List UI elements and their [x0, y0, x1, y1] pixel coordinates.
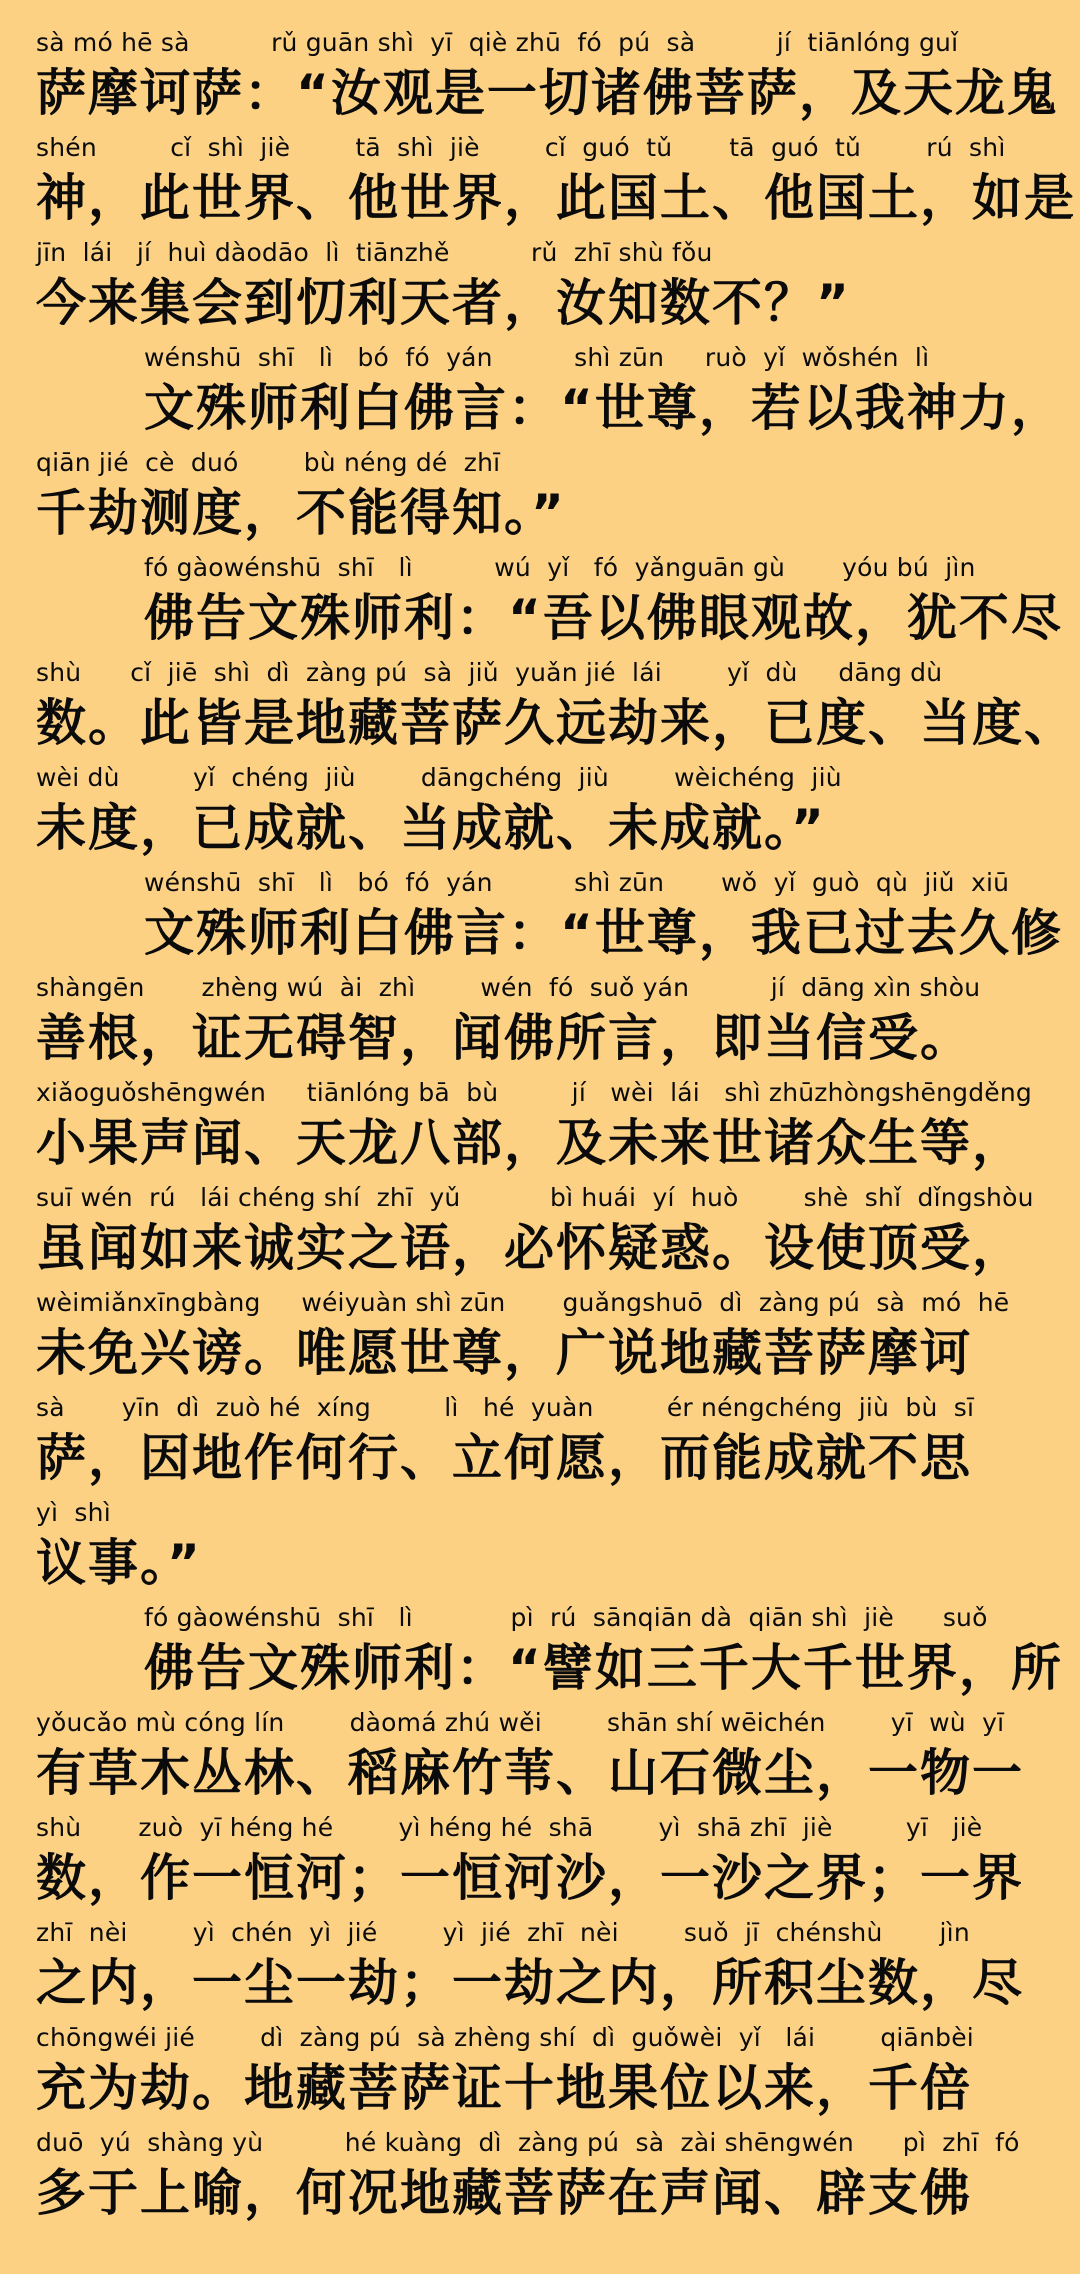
pinyin-line: shén cǐ shì jiè tā shì jiè cǐ guó tǔ tā guó tǔ rú shì: [36, 133, 1006, 162]
chinese-line: 文殊师利白佛言：“世尊，我已过去久修: [144, 904, 1063, 962]
verse-line: [36, 1393, 1062, 1497]
verse-line: [144, 553, 1062, 657]
verse-line: [36, 133, 1076, 237]
verse-line: [36, 2023, 1062, 2127]
pinyin-line: wèimiǎnxīngbàng wéiyuàn shì zūn guǎngshuō dì zàng pú sà mó hē: [36, 1288, 1010, 1317]
pinyin-line: shàngēn zhèng wú ài zhì wén fó suǒ yán jí dāng xìn shòu: [36, 973, 981, 1002]
verse-line: [36, 1813, 1062, 1917]
chinese-line: 未度，已成就、当成就、未成就。”: [36, 799, 826, 857]
pinyin-line: chōngwéi jié dì zàng pú sà zhèng shí dì guǒwèi yǐ lái qiānbèi: [36, 2023, 974, 2052]
pinyin-line: fó gàowénshū shī lì pì rú sānqiān dà qiān shì jiè suǒ: [144, 1603, 988, 1632]
pinyin-line: jīn lái jí huì dàodāo lì tiānzhě rǔ zhī shù fǒu: [36, 238, 713, 267]
verse-line: [144, 1603, 1062, 1707]
pinyin-line: yì shì: [36, 1498, 111, 1527]
chinese-line: 萨摩诃萨：“汝观是一切诸佛菩萨，及天龙鬼: [36, 64, 1059, 122]
pinyin-line: xiǎoguǒshēngwén tiānlóng bā bù jí wèi lái shì zhūzhòngshēngděng: [36, 1078, 1032, 1107]
pinyin-line: suī wén rú lái chéng shí zhī yǔ bì huái yí huò shè shǐ dǐngshòu: [36, 1183, 1034, 1212]
chinese-line: 议事。”: [36, 1534, 202, 1592]
chinese-line: 佛告文殊师利：“吾以佛眼观故，犹不尽: [144, 589, 1063, 647]
pinyin-line: sà mó hē sà rǔ guān shì yī qiè zhū fó pú sà jí tiānlóng guǐ: [36, 28, 959, 57]
verse-line: [36, 658, 1076, 762]
pinyin-line: shù cǐ jiē shì dì zàng pú sà jiǔ yuǎn jié lái yǐ dù dāng dù: [36, 658, 943, 687]
pinyin-line: qiān jié cè duó bù néng dé zhī: [36, 448, 501, 477]
verse-line: [144, 343, 1062, 447]
chinese-line: 文殊师利白佛言：“世尊，若以我神力，: [144, 379, 1063, 437]
pinyin-line: wèi dù yǐ chéng jiù dāngchéng jiù wèichéng jiù: [36, 763, 842, 792]
pinyin-line: yǒucǎo mù cóng lín dàomá zhú wěi shān shí wēichén yī wù yī: [36, 1708, 1005, 1737]
verse-line: [36, 1498, 1062, 1602]
chinese-line: 有草木丛林、稻麻竹苇、山石微尘，一物一: [36, 1744, 1024, 1802]
verse-line: [36, 448, 1062, 552]
verse-line: [36, 973, 1062, 1077]
verse-line: [36, 1708, 1062, 1812]
pinyin-line: shù zuò yī héng hé yì héng hé shā yì shā zhī jiè yī jiè: [36, 1813, 983, 1842]
verse-line: [36, 2128, 1062, 2232]
pinyin-line: duō yú shàng yù hé kuàng dì zàng pú sà zài shēngwén pì zhī fó: [36, 2128, 1020, 2157]
pinyin-line: sà yīn dì zuò hé xíng lì hé yuàn ér néngchéng jiù bù sī: [36, 1393, 975, 1422]
chinese-line: 未免兴谤。唯愿世尊，广说地藏菩萨摩诃: [36, 1324, 972, 1382]
chinese-line: 小果声闻、天龙八部，及未来世诸众生等，: [36, 1114, 1024, 1172]
verse-line: [36, 1183, 1062, 1287]
chinese-line: 神，此世界、他世界，此国土、他国土，如是: [36, 169, 1076, 227]
pinyin-line: wénshū shī lì bó fó yán shì zūn wǒ yǐ guò qù jiǔ xiū: [144, 868, 1010, 897]
verse-line: [36, 763, 1062, 867]
pinyin-line: zhī nèi yì chén yì jié yì jié zhī nèi suǒ jī chénshù jìn: [36, 1918, 970, 1947]
verse-line: [36, 1918, 1062, 2022]
chinese-line: 今来集会到忉利天者，汝知数不？”: [36, 274, 851, 332]
chinese-line: 虽闻如来诚实之语，必怀疑惑。设使顶受，: [36, 1219, 1024, 1277]
chinese-line: 多于上喻，何况地藏菩萨在声闻、辟支佛: [36, 2164, 972, 2222]
chinese-line: 千劫测度，不能得知。”: [36, 484, 566, 542]
verse-line: [36, 28, 1062, 132]
pinyin-line: wénshū shī lì bó fó yán shì zūn ruò yǐ wǒshén lì: [144, 343, 930, 372]
chinese-line: 之内，一尘一劫；一劫之内，所积尘数，尽: [36, 1954, 1024, 2012]
chinese-line: 充为劫。地藏菩萨证十地果位以来，千倍: [36, 2059, 972, 2117]
chinese-line: 数。此皆是地藏菩萨久远劫来，已度、当度、: [36, 694, 1076, 752]
chinese-line: 佛告文殊师利：“譬如三千大千世界，所: [144, 1639, 1063, 1697]
verse-line: [36, 238, 1062, 342]
verse-line: [36, 1078, 1062, 1182]
chinese-line: 萨，因地作何行、立何愿，而能成就不思: [36, 1429, 972, 1487]
chinese-line: 善根，证无碍智，闻佛所言，即当信受。: [36, 1009, 972, 1067]
verse-line: [36, 1288, 1062, 1392]
pinyin-line: fó gàowénshū shī lì wú yǐ fó yǎnguān gù yóu bú jìn: [144, 553, 976, 582]
verse-line: [144, 868, 1062, 972]
chinese-line: 数，作一恒河；一恒河沙，一沙之界；一界: [36, 1849, 1024, 1907]
